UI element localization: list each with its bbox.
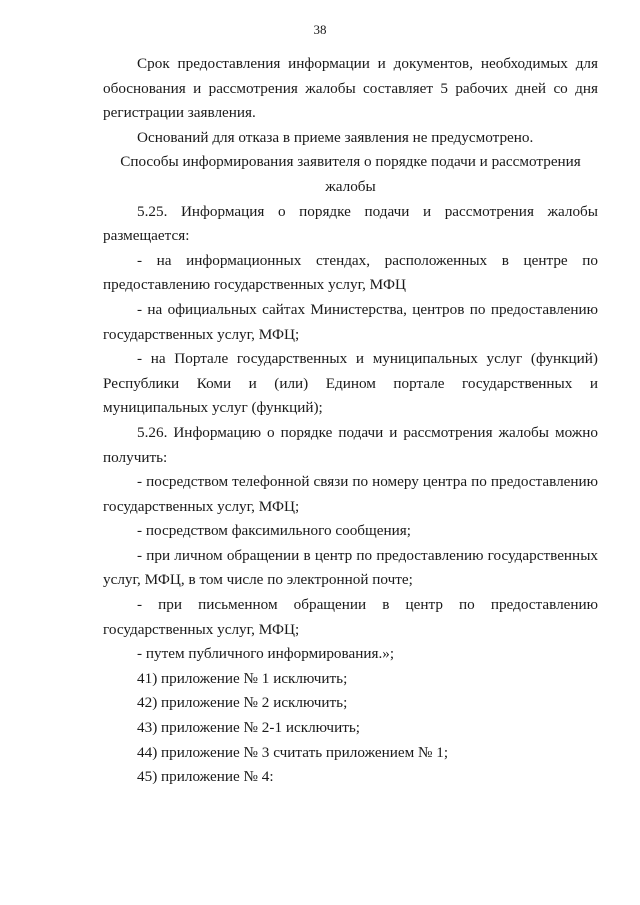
paragraph-deadline: Срок предоставления информации и документов, необходимых для обоснования и рассмотрения жалобы составляет 5 рабочих дней со дня регистрации заявления. bbox=[103, 55, 598, 122]
amendment-item-42: 42) приложение № 2 исключить; bbox=[137, 694, 348, 712]
amendment-item-45: 45) приложение № 4: bbox=[137, 768, 274, 786]
list-item-public-info: - путем публичного информирования.»; bbox=[137, 645, 395, 663]
list-item-personal-visit: - при личном обращении в центр по предоставлению государственных услуг, МФЦ, в том числе по электронной почте; bbox=[103, 546, 598, 589]
amendment-item-41: 41) приложение № 1 исключить; bbox=[137, 669, 348, 687]
amendment-item-44: 44) приложение № 3 считать приложением № 1; bbox=[137, 743, 449, 761]
paragraph-5-25: 5.25. Информация о порядке подачи и рассмотрения жалобы размещается: bbox=[103, 202, 598, 245]
list-item-phone: - посредством телефонной связи по номеру центра по предоставлению государственных услуг, МФЦ; bbox=[103, 473, 598, 515]
list-item-stands: - на информационных стендах, расположенных в центре по предоставлению государственных услуг, МФЦ bbox=[103, 251, 598, 294]
paragraph-5-26: 5.26. Информацию о порядке подачи и рассмотрения жалобы можно получить: bbox=[103, 423, 598, 466]
section-heading: Способы информирования заявителя о порядке подачи и рассмотрения жалобы bbox=[120, 153, 581, 195]
paragraph-no-refusal: Оснований для отказа в приеме заявления не предусмотрено. bbox=[137, 128, 534, 146]
list-item-official-sites: - на официальных сайтах Министерства, центров по предоставлению государственных услуг, МФЦ; bbox=[103, 300, 598, 343]
list-item-portal: - на Портале государственных и муниципальных услуг (функций) Республики Коми и (или) Едином портале государственных и муниципальных услуг (функций); bbox=[103, 350, 598, 417]
amendment-item-43: 43) приложение № 2-1 исключить; bbox=[137, 719, 360, 737]
list-item-written-request: - при письменном обращении в центр по предоставлению государственных услуг, МФЦ; bbox=[103, 596, 598, 638]
list-item-fax: - посредством факсимильного сообщения; bbox=[137, 522, 411, 540]
page-number: 38 bbox=[313, 22, 327, 37]
document-body bbox=[103, 52, 598, 790]
